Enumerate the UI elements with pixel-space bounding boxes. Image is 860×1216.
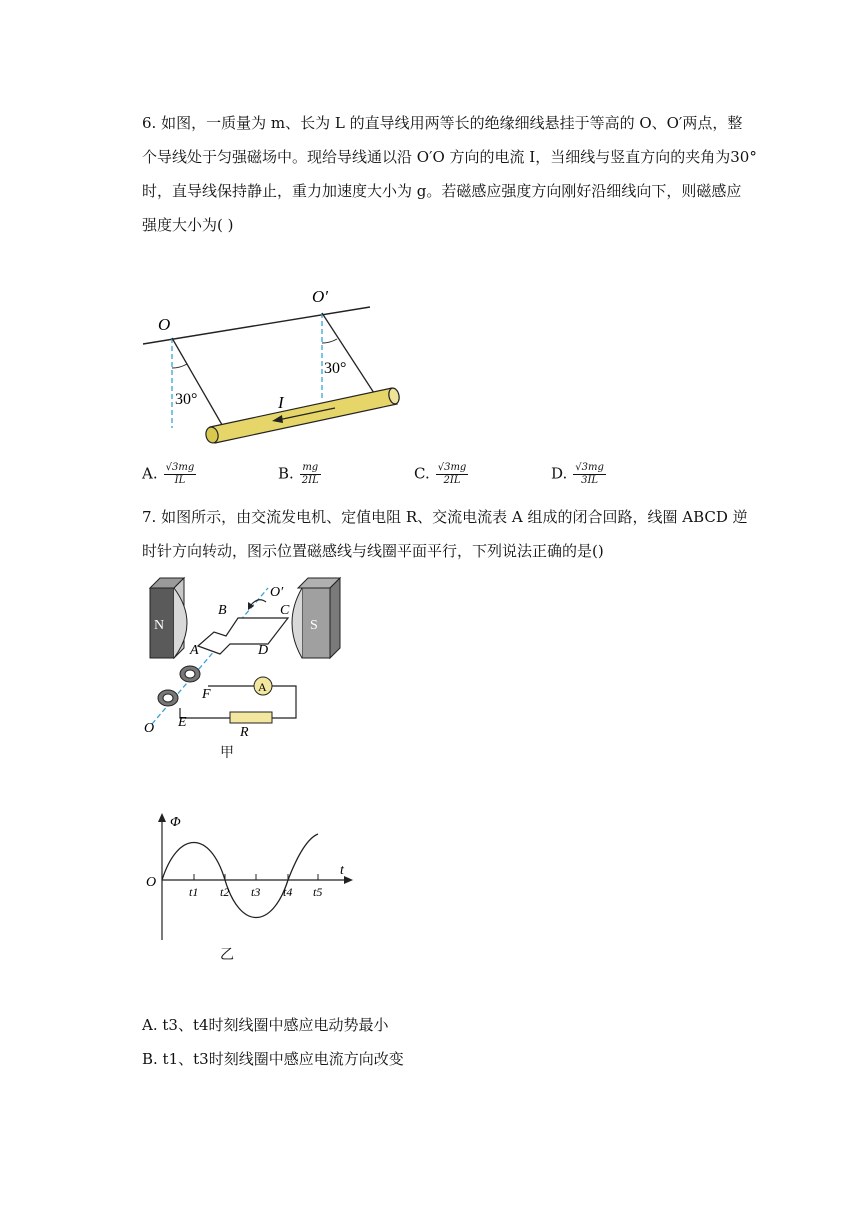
ceiling-line xyxy=(143,307,370,344)
caption-yi: 乙 xyxy=(220,947,234,963)
circuit-wire-right xyxy=(272,686,296,718)
q6-option-b[interactable]: B. $\frac{mg}{2IL}$ xyxy=(278,462,319,486)
label-F: F xyxy=(202,687,211,702)
resistor xyxy=(230,712,272,723)
label-N: N xyxy=(154,618,165,633)
label-O-gen: O xyxy=(144,721,155,736)
generator-figure xyxy=(140,574,360,739)
label-B: B xyxy=(218,603,227,618)
flux-curve xyxy=(162,834,318,918)
q7-option-b[interactable]: B. t1、t3时刻线圈中感应电流方向改变 xyxy=(142,1050,404,1068)
thread-right xyxy=(322,313,374,393)
q6-line-2: 个导线处于匀强磁场中。现给导线通以沿 O′O 方向的电流 I，当细线与竖直方向的夹角为30° xyxy=(142,148,757,166)
tick-t5: t5 xyxy=(313,885,323,899)
thread-left xyxy=(172,338,225,430)
caption-jia: 甲 xyxy=(220,745,234,761)
label-O-prime-gen: O′ xyxy=(270,585,284,600)
x-axis-label: t xyxy=(340,863,344,878)
q6-option-c[interactable]: C. $\frac{√3mg}{2IL}$ xyxy=(414,462,467,486)
slip-ring-f xyxy=(180,666,200,682)
tick-t3: t3 xyxy=(251,885,261,899)
tick-t1: t1 xyxy=(189,885,199,899)
q7-line-1: 7. 如图所示，由交流发电机、定值电阻 R、交流电流表 A 组成的闭合回路，线圈 ABCD 逆 xyxy=(142,508,748,526)
ammeter-label: A xyxy=(258,680,267,694)
tick-t4: t4 xyxy=(283,885,293,899)
q6-line-4: 强度大小为( ) xyxy=(142,216,234,234)
label-A: A xyxy=(190,643,199,658)
q6-figure xyxy=(140,280,405,445)
angle-arc-left xyxy=(172,364,187,368)
label-O: O xyxy=(158,315,171,334)
angle-label-right: 30° xyxy=(324,360,347,377)
origin-label: O xyxy=(146,875,157,890)
label-E: E xyxy=(178,715,187,730)
q6-line-1: 6. 如图，一质量为 m、长为 L 的直导线用两等长的绝缘细线悬挂于等高的 O、O′两点，整 xyxy=(142,114,743,132)
label-O-prime: O′ xyxy=(312,287,328,306)
q6-option-a[interactable]: A. $\frac{√3mg}{IL}$ xyxy=(142,462,195,486)
current-label: I xyxy=(278,393,284,412)
angle-label-left: 30° xyxy=(175,391,198,408)
angle-arc-right xyxy=(322,339,337,343)
conducting-rod xyxy=(204,387,400,444)
label-R: R xyxy=(240,725,249,739)
q6-option-d[interactable]: D. $\frac{√3mg}{3IL}$ xyxy=(551,462,604,486)
circuit-wire-bottom xyxy=(180,708,230,718)
slip-ring-e xyxy=(158,690,178,706)
tick-t2: t2 xyxy=(220,885,230,899)
label-C: C xyxy=(280,603,290,618)
y-axis-label: Φ xyxy=(170,815,181,830)
flux-graph xyxy=(140,810,360,950)
q7-option-a[interactable]: A. t3、t4时刻线圈中感应电动势最小 xyxy=(142,1016,389,1034)
label-D: D xyxy=(258,643,269,658)
q7-line-2: 时针方向转动，图示位置磁感线与线圈平面平行，下列说法正确的是() xyxy=(142,542,604,560)
label-S: S xyxy=(310,618,318,633)
coil-abcd xyxy=(198,618,288,654)
q6-line-3: 时，直导线保持静止，重力加速度大小为 g。若磁感应强度方向刚好沿细线向下，则磁感应 xyxy=(142,182,742,200)
